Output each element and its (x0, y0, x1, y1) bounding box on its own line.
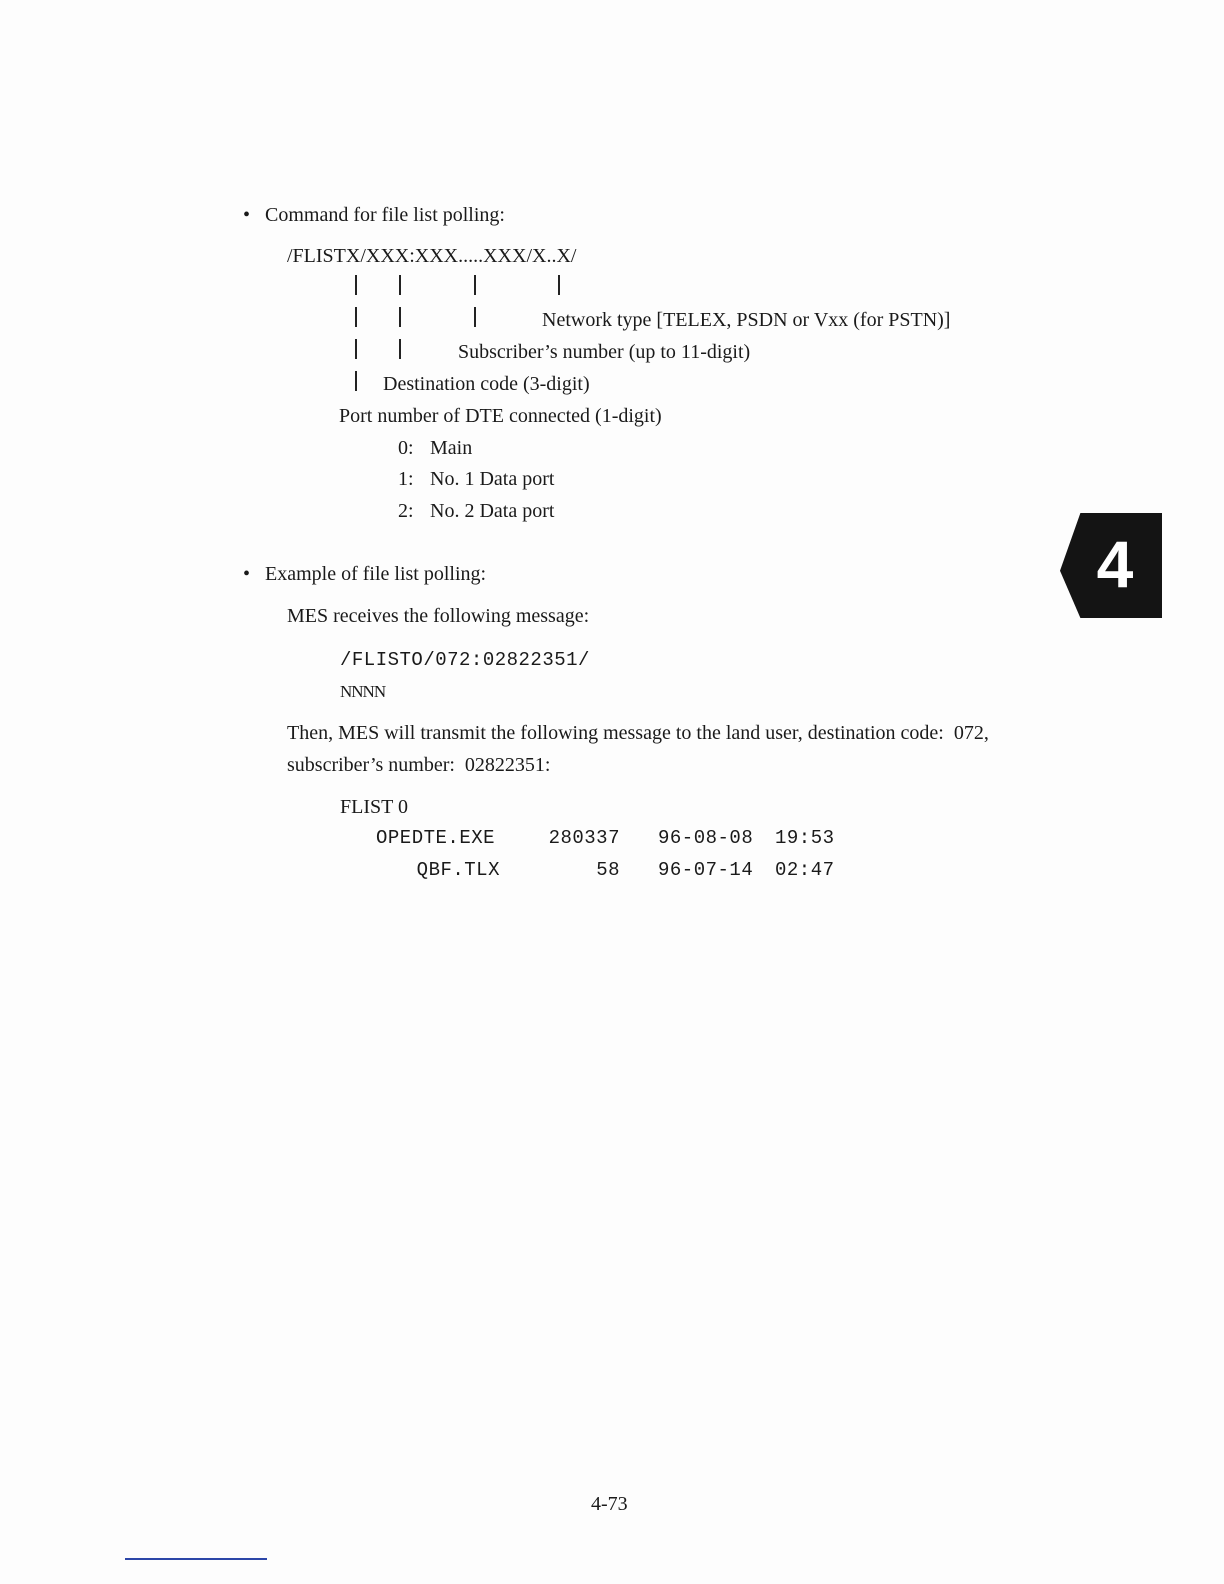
body-text: subscriber’s number: 02822351: (287, 754, 551, 776)
example-intro: MES receives the following message: (287, 605, 590, 627)
file-time: 02:47 (775, 859, 835, 881)
body-text: Then, MES will transmit the following message to the land user, destination code: 072, (287, 722, 989, 744)
port-option-code: 2: (398, 500, 414, 522)
connector-line (474, 275, 476, 295)
bullet-icon: • (243, 204, 251, 226)
file-name: QBF.TLX (416, 859, 500, 881)
connector-line (399, 307, 401, 327)
file-size: 58 (596, 859, 620, 881)
port-option-label: No. 1 Data port (430, 468, 555, 490)
port-option-label: Main (430, 437, 473, 459)
annotation-subscriber-number: Subscriber’s number (up to 11-digit) (458, 341, 751, 363)
connector-line (474, 307, 476, 327)
footer-rule (125, 1558, 267, 1560)
page-number: 4-73 (591, 1493, 628, 1515)
connector-line (355, 307, 357, 327)
section-heading: Command for file list polling: (265, 204, 505, 226)
connector-line (399, 339, 401, 359)
command-syntax: /FLISTX/XXX:XXX.....XXX/X..X/ (287, 245, 577, 267)
port-option-code: 0: (398, 437, 414, 459)
received-message-line: /FLISTO/072:02822351/ (340, 649, 590, 671)
bullet-icon: • (243, 563, 251, 585)
annotation-destination-code: Destination code (3-digit) (383, 373, 590, 395)
file-date: 96-08-08 (658, 827, 754, 849)
port-option-code: 1: (398, 468, 414, 490)
section-heading: Example of file list polling: (265, 563, 487, 585)
annotation-port-number: Port number of DTE connected (1-digit) (339, 405, 662, 427)
connector-line (399, 275, 401, 295)
connector-line (355, 275, 357, 295)
file-size: 280337 (548, 827, 620, 849)
received-message-end: NNNN (340, 682, 386, 701)
file-name: OPEDTE.EXE (376, 827, 496, 849)
port-option-label: No. 2 Data port (430, 500, 555, 522)
flist-header: FLIST 0 (340, 796, 408, 818)
chapter-tab-number: 4 (1096, 527, 1134, 601)
connector-line (355, 371, 357, 391)
connector-line (558, 275, 560, 295)
annotation-network-type: Network type [TELEX, PSDN or Vxx (for PSTN)] (542, 309, 951, 331)
file-time: 19:53 (775, 827, 835, 849)
connector-line (355, 339, 357, 359)
file-date: 96-07-14 (658, 859, 754, 881)
